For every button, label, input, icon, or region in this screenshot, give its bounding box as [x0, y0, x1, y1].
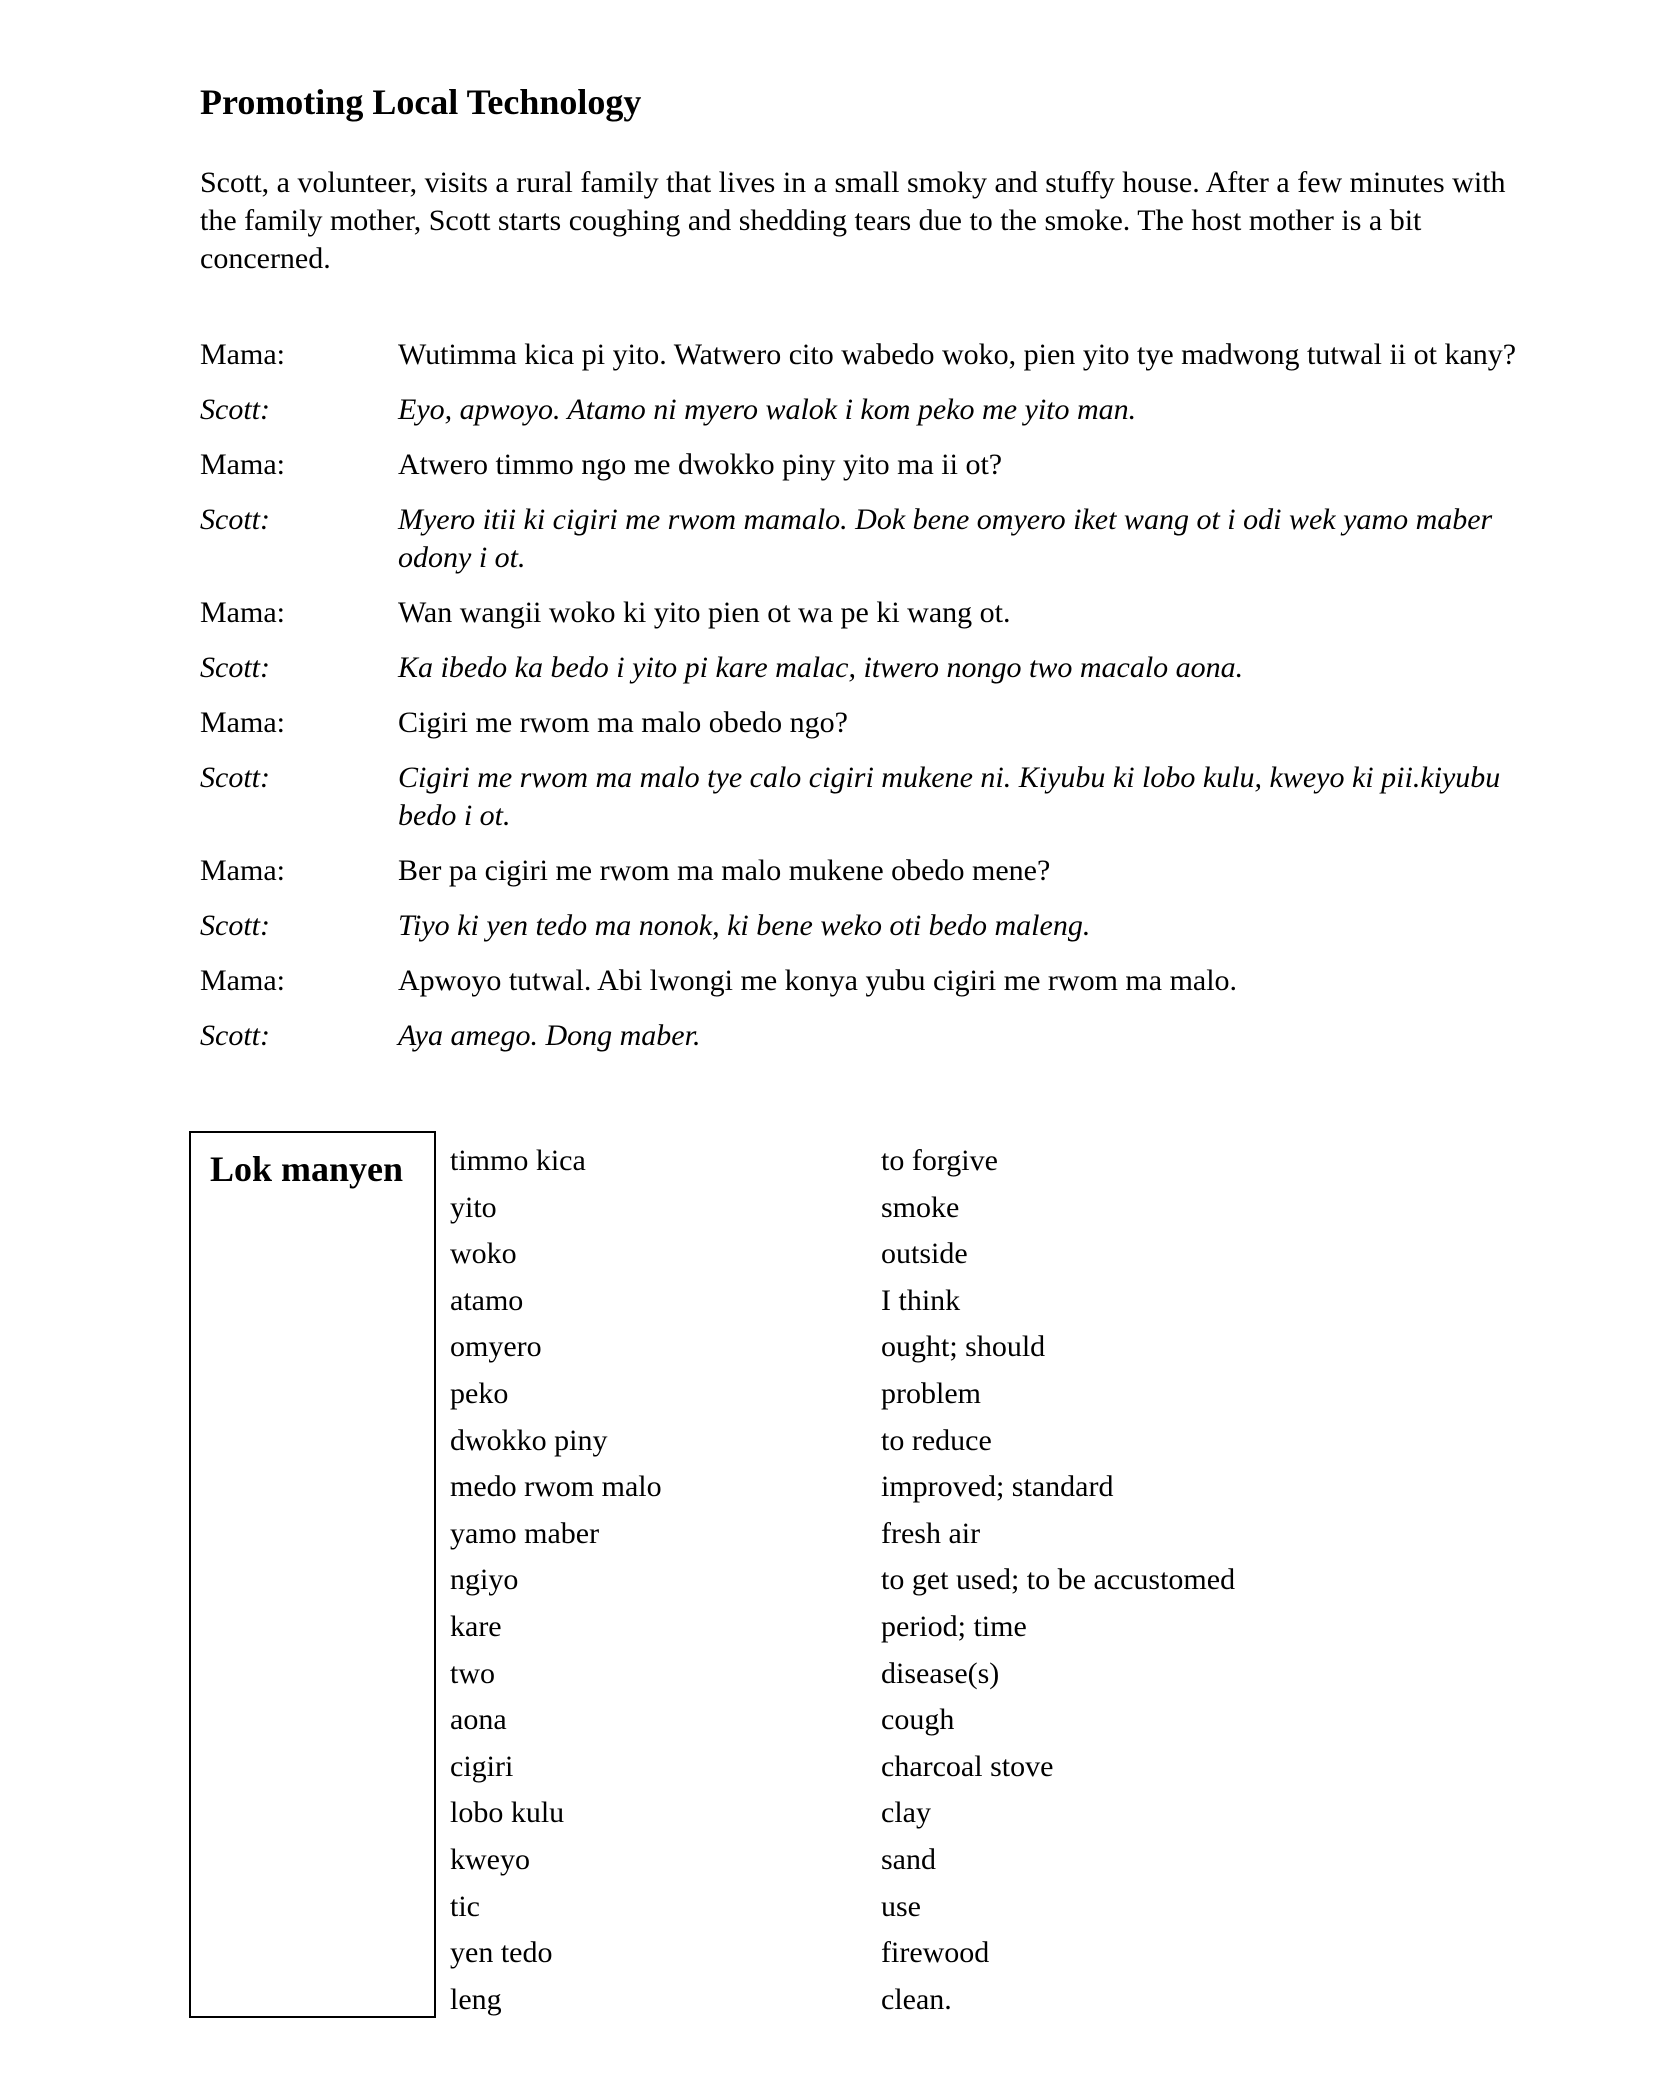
vocabulary-term: dwokko piny	[450, 1423, 608, 1457]
vocabulary-term: kare	[450, 1609, 502, 1643]
vocabulary-term: atamo	[450, 1283, 524, 1317]
vocabulary-row	[450, 1328, 1550, 1375]
vocabulary-term: leng	[450, 1982, 502, 2016]
vocabulary-definition: firewood	[881, 1936, 990, 1970]
speaker-label: Scott:	[200, 651, 270, 684]
utterance-text: Wan wangii woko ki yito pien ot wa pe ki wang ot.	[398, 596, 1011, 629]
dialogue-line	[200, 962, 1520, 1000]
vocabulary-term: aona	[450, 1703, 507, 1737]
speaker-label: Mama:	[200, 596, 285, 629]
dialogue-line	[200, 336, 1520, 374]
dialogue-line	[200, 446, 1520, 484]
vocabulary-definition: period; time	[881, 1609, 1027, 1643]
vocabulary-row	[450, 1981, 1550, 2028]
vocabulary-definition: outside	[881, 1237, 968, 1271]
vocabulary-term: cigiri	[450, 1749, 514, 1783]
vocabulary-term: lobo kulu	[450, 1796, 565, 1830]
vocabulary-row	[450, 1235, 1550, 1282]
speaker-label: Mama:	[200, 854, 285, 887]
vocabulary-term: yen tedo	[450, 1936, 553, 1970]
vocabulary-row	[450, 1142, 1550, 1189]
vocabulary-row	[450, 1515, 1550, 1562]
utterance-text: Myero itii ki cigiri me rwom mamalo. Dok bene omyero iket wang ot i odi wek yamo maber odony i ot.	[398, 503, 1493, 574]
vocabulary-row	[450, 1468, 1550, 1515]
vocabulary-term: omyero	[450, 1330, 542, 1364]
speaker-label: Mama:	[200, 706, 285, 739]
vocabulary-row	[450, 1189, 1550, 1236]
vocabulary-term: kweyo	[450, 1842, 530, 1876]
speaker-label: Scott:	[200, 909, 270, 942]
vocabulary-definition: smoke	[881, 1190, 960, 1224]
vocabulary-definition: improved; standard	[881, 1470, 1114, 1504]
vocabulary-definition: clay	[881, 1796, 931, 1830]
vocabulary-definition: to forgive	[881, 1144, 998, 1177]
vocabulary-row	[450, 1561, 1550, 1608]
dialogue-line	[200, 759, 1520, 835]
page-title: Promoting Local Technology	[200, 82, 642, 122]
vocabulary-term: woko	[450, 1237, 517, 1271]
vocabulary-definition: I think	[881, 1283, 961, 1317]
speaker-label: Mama:	[200, 448, 285, 481]
vocabulary-row	[450, 1422, 1550, 1469]
vocabulary-term: medo rwom malo	[450, 1470, 662, 1504]
vocabulary-row	[450, 1888, 1550, 1935]
vocabulary-definition: clean.	[881, 1982, 952, 2016]
dialogue-line	[200, 594, 1520, 632]
vocabulary-definition: to get used; to be accustomed	[881, 1563, 1236, 1597]
vocabulary-row	[450, 1282, 1550, 1329]
dialogue-line	[200, 501, 1520, 577]
vocabulary-row	[450, 1748, 1550, 1795]
vocabulary-term: ngiyo	[450, 1563, 519, 1597]
vocabulary-definition: problem	[881, 1376, 981, 1410]
dialogue-line	[200, 1017, 1520, 1055]
vocabulary-row	[450, 1375, 1550, 1422]
dialogue-line	[200, 907, 1520, 945]
speaker-label: Scott:	[200, 761, 270, 794]
speaker-label: Scott:	[200, 393, 270, 426]
utterance-text: Apwoyo tutwal. Abi lwongi me konya yubu cigiri me rwom ma malo.	[398, 964, 1238, 997]
vocabulary-definition: disease(s)	[881, 1656, 1000, 1690]
dialogue-line	[200, 649, 1520, 687]
vocabulary-definition: sand	[881, 1842, 936, 1876]
vocabulary-term: timmo kica	[450, 1144, 586, 1177]
vocabulary-term: peko	[450, 1376, 509, 1410]
vocabulary-definition: cough	[881, 1703, 955, 1737]
speaker-label: Mama:	[200, 338, 285, 371]
speaker-label: Scott:	[200, 1019, 270, 1052]
dialogue	[200, 336, 1520, 1072]
vocabulary-term: yamo maber	[450, 1516, 600, 1550]
intro-paragraph: Scott, a volunteer, visits a rural family that lives in a small smoky and stuffy house. After a few minutes with the family mother, Scott starts coughing and shedding tears due to the smoke. The host mother is a bit concerned.	[200, 166, 1506, 275]
vocabulary-list	[450, 1142, 1550, 2027]
vocabulary-row	[450, 1934, 1550, 1981]
utterance-text: Cigiri me rwom ma malo tye calo cigiri mukene ni. Kiyubu ki lobo kulu, kweyo ki pii.kiyubu bedo i ot.	[398, 761, 1501, 832]
speaker-label: Mama:	[200, 964, 285, 997]
vocabulary-definition: to reduce	[881, 1423, 992, 1457]
dialogue-line	[200, 391, 1520, 429]
utterance-text: Atwero timmo ngo me dwokko piny yito ma ii ot?	[398, 448, 1003, 481]
vocabulary-heading-box	[189, 1131, 436, 2018]
utterance-text: Aya amego. Dong maber.	[398, 1019, 701, 1052]
utterance-text: Cigiri me rwom ma malo obedo ngo?	[398, 706, 848, 739]
vocabulary-definition: charcoal stove	[881, 1749, 1054, 1783]
vocabulary-term: tic	[450, 1889, 480, 1923]
vocabulary-row	[450, 1701, 1550, 1748]
vocabulary-row	[450, 1655, 1550, 1702]
utterance-text: Wutimma kica pi yito. Watwero cito wabedo woko, pien yito tye madwong tutwal ii ot kany?	[398, 338, 1517, 371]
vocabulary-term: two	[450, 1656, 495, 1690]
vocabulary-heading: Lok manyen	[210, 1149, 404, 1189]
utterance-text: Eyo, apwoyo. Atamo ni myero walok i kom peko me yito man.	[398, 393, 1137, 426]
vocabulary-row	[450, 1794, 1550, 1841]
dialogue-line	[200, 704, 1520, 742]
vocabulary-definition: ought; should	[881, 1330, 1046, 1364]
vocabulary-definition: use	[881, 1889, 921, 1923]
utterance-text: Tiyo ki yen tedo ma nonok, ki bene weko oti bedo maleng.	[398, 909, 1091, 942]
vocabulary-definition: fresh air	[881, 1516, 981, 1550]
utterance-text: Ber pa cigiri me rwom ma malo mukene obedo mene?	[398, 854, 1051, 887]
speaker-label: Scott:	[200, 503, 270, 536]
dialogue-line	[200, 852, 1520, 890]
vocabulary-row	[450, 1841, 1550, 1888]
utterance-text: Ka ibedo ka bedo i yito pi kare malac, itwero nongo two macalo aona.	[398, 651, 1244, 684]
vocabulary-term: yito	[450, 1190, 497, 1224]
vocabulary-row	[450, 1608, 1550, 1655]
